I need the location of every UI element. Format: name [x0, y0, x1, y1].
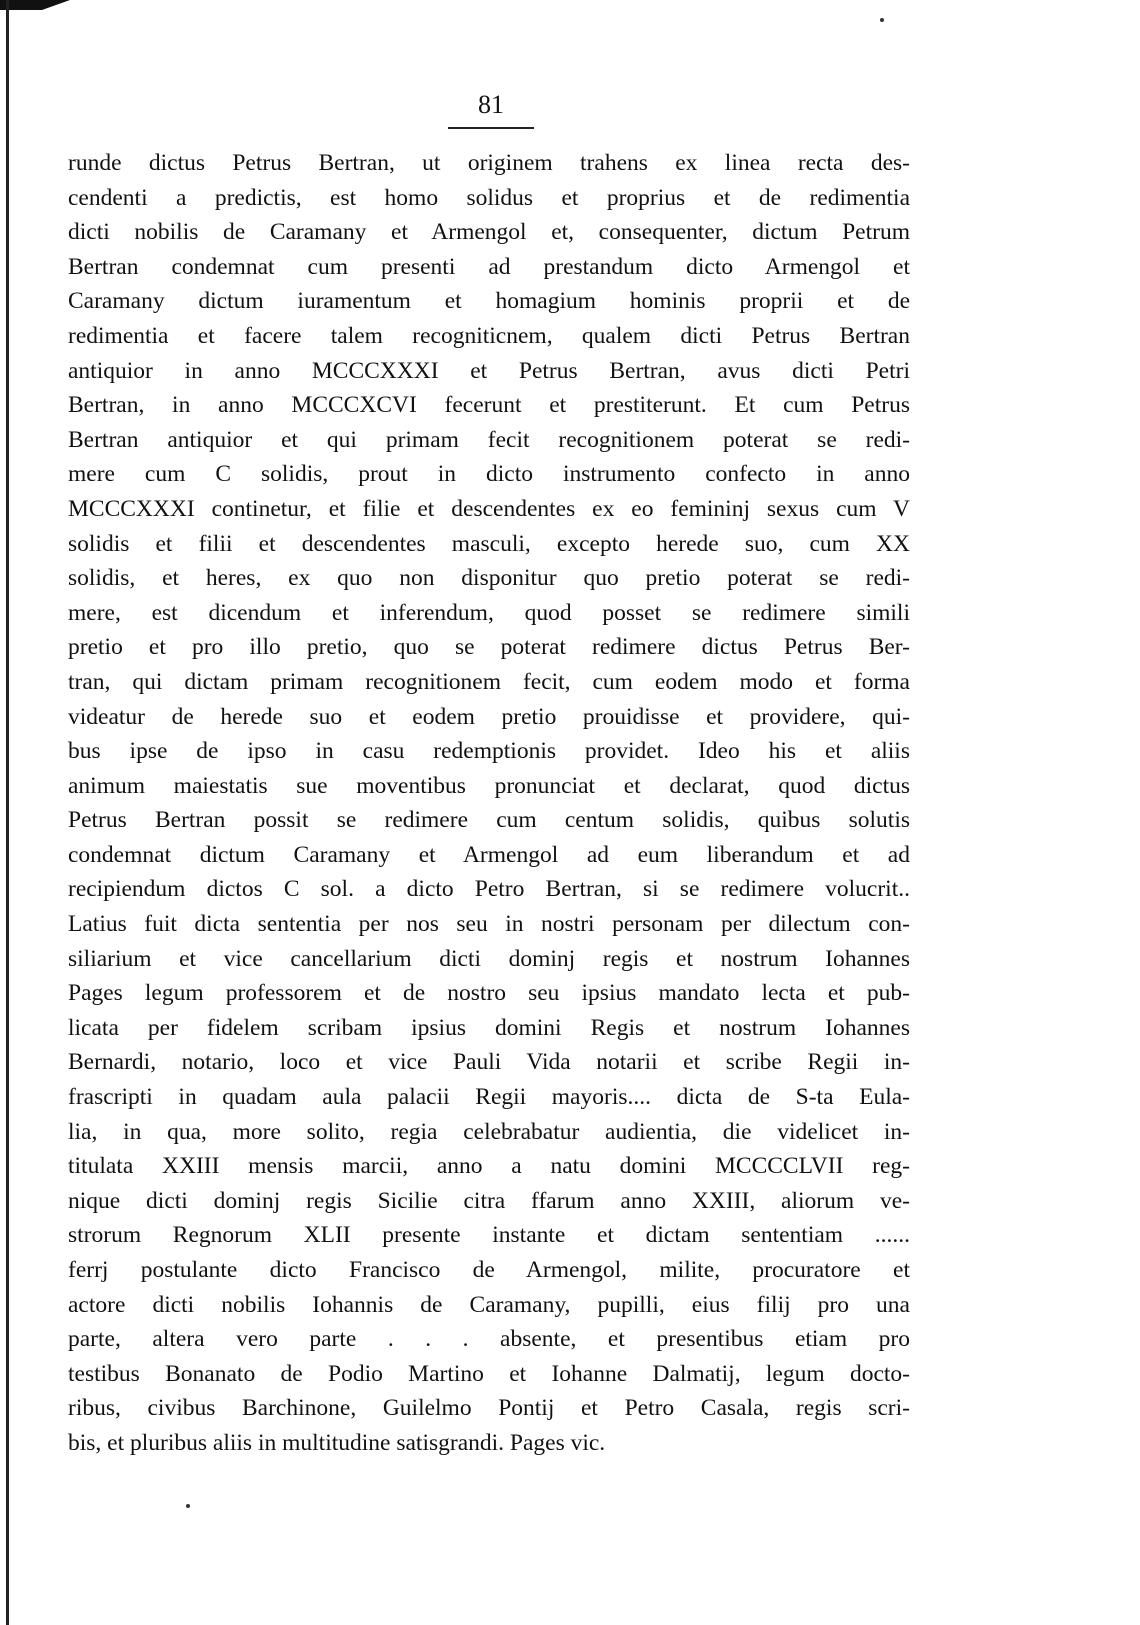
page-number: 81	[478, 90, 504, 119]
text-line: runde dictus Petrus Bertran, ut originem trahens ex linea recta des-	[68, 150, 910, 176]
text-line: nique dicti dominj regis Sicilie citra ffarum anno XXIII, aliorum ve-	[68, 1187, 910, 1214]
text-line: solidis et filii et descendentes masculi, excepto herede suo, cum XX	[68, 530, 910, 557]
text-line: antiquior in anno MCCCXXXI et Petrus Bertran, avus dicti Petri	[68, 357, 910, 384]
text-line: mere cum C solidis, prout in dicto instrumento confecto in anno	[68, 461, 910, 488]
scan-speck	[880, 18, 884, 22]
text-line: videatur de herede suo et eodem pretio prouidisse et providere, qui-	[68, 703, 910, 730]
text-line: Latius fuit dicta sententia per nos seu in nostri personam per dilectum con-	[68, 911, 910, 938]
text-line: Pages legum professorem et de nostro seu ipsius mandato lecta et pub-	[68, 980, 910, 1007]
page-number-rule	[448, 127, 534, 129]
scan-speck	[186, 1504, 190, 1508]
text-line: ribus, civibus Barchinone, Guilelmo Pontij et Petro Casala, regis scri-	[68, 1395, 910, 1422]
text-line: Bertran, in anno MCCCXCVI fecerunt et prestiterunt. Et cum Petrus	[68, 392, 910, 419]
text-line: testibus Bonanato de Podio Martino et Iohanne Dalmatij, legum docto-	[68, 1360, 910, 1387]
text-line: pretio et pro illo pretio, quo se poterat redimere dictus Petrus Ber-	[68, 634, 910, 661]
text-line: solidis, et heres, ex quo non disponitur quo pretio poterat se redi-	[68, 565, 910, 592]
scan-border-left	[6, 0, 9, 1625]
text-line: bus ipse de ipso in casu redemptionis providet. Ideo his et aliis	[68, 738, 910, 765]
text-line: mere, est dicendum et inferendum, quod posset se redimere simili	[68, 599, 910, 626]
text-line: lia, in qua, more solito, regia celebrabatur audientia, die videlicet in-	[68, 1118, 910, 1145]
text-line: condemnat dictum Caramany et Armengol ad eum liberandum et ad	[68, 841, 910, 868]
scan-border-corner	[0, 0, 70, 10]
text-line: actore dicti nobilis Iohannis de Caramany, pupilli, eius filij pro una	[68, 1291, 910, 1318]
text-line: tran, qui dictam primam recognitionem fecit, cum eodem modo et forma	[68, 668, 910, 695]
body-text	[68, 146, 910, 1461]
text-line: Bertran antiquior et qui primam fecit recognitionem poterat se redi-	[68, 426, 910, 453]
text-line: Bertran condemnat cum presenti ad prestandum dicto Armengol et	[68, 253, 910, 280]
text-line: Caramany dictum iuramentum et homagium hominis proprii et de	[68, 288, 910, 315]
text-line: licata per fidelem scribam ipsius domini Regis et nostrum Iohannes	[68, 1014, 910, 1041]
text-line: frascripti in quadam aula palacii Regii mayoris.... dicta de S-ta Eula-	[68, 1084, 910, 1111]
text-line: Petrus Bertran possit se redimere cum centum solidis, quibus solutis	[68, 807, 910, 834]
text-line: bis, et pluribus aliis in multitudine satisgrandi. Pages vic.	[68, 1429, 606, 1456]
text-line: ferrj postulante dicto Francisco de Armengol, milite, procuratore et	[68, 1257, 910, 1283]
text-line: cendenti a predictis, est homo solidus et proprius et de redimentia	[68, 184, 910, 211]
text-line: MCCCXXXI continetur, et filie et descendentes ex eo femininj sexus cum V	[68, 495, 910, 522]
text-line: strorum Regnorum XLII presente instante et dictam sententiam ......	[68, 1222, 910, 1249]
text-line: siliarium et vice cancellarium dicti dominj regis et nostrum Iohannes	[68, 945, 910, 972]
text-line: redimentia et facere talem recogniticnem, qualem dicti Petrus Bertran	[68, 322, 910, 349]
text-line: Bernardi, notario, loco et vice Pauli Vida notarii et scribe Regii in-	[68, 1049, 910, 1076]
text-line: parte, altera vero parte . . . absente, et presentibus etiam pro	[68, 1326, 910, 1353]
text-line: titulata XXIII mensis marcii, anno a natu domini MCCCCLVII reg-	[68, 1153, 910, 1180]
text-line: recipiendum dictos C sol. a dicto Petro Bertran, si se redimere volucrit..	[68, 876, 910, 903]
text-line: animum maiestatis sue moventibus pronunciat et declarat, quod dictus	[68, 772, 910, 799]
text-line: dicti nobilis de Caramany et Armengol et, consequenter, dictum Petrum	[68, 219, 910, 246]
